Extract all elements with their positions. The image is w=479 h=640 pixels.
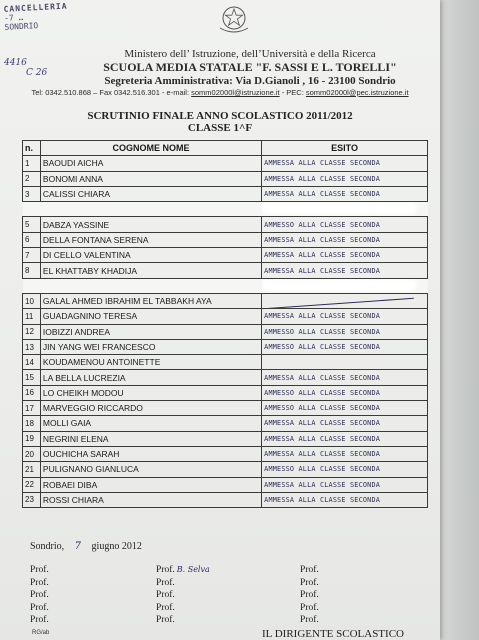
prof-line: Prof.	[300, 615, 319, 625]
row-number: 11	[23, 309, 41, 324]
student-esito: AMMESSA ALLA CLASSE SECONDA	[262, 263, 428, 278]
handwritten-protocol-b: C 26	[26, 68, 48, 78]
student-esito: AMMESSO ALLA CLASSE SECONDA	[262, 324, 428, 339]
row-number: 7	[23, 248, 41, 263]
title-class: CLASSE 1^F	[187, 122, 253, 134]
email-link[interactable]: somm02000l@istruzione.it	[191, 88, 280, 97]
row-number	[23, 278, 41, 293]
prof-line: Prof.	[300, 565, 319, 575]
prof-line: Prof.	[156, 577, 175, 588]
student-name: ROSSI CHIARA	[40, 492, 261, 507]
student-name: DELLA FONTANA SERENA	[40, 232, 261, 247]
day-handwritten: 7	[74, 541, 82, 552]
row-number: 1	[23, 156, 41, 171]
table-row	[23, 217, 428, 232]
student-name: GALAL AHMED IBRAHIM EL TABBAKH AYA	[40, 293, 261, 308]
student-name: GUADAGNINO TERESA	[40, 309, 261, 324]
student-esito	[262, 293, 428, 308]
table-row	[23, 186, 428, 201]
place: Sondrio,	[30, 541, 65, 552]
reception-stamp	[3, 0, 114, 32]
row-number: 17	[23, 401, 41, 416]
table-row	[23, 462, 428, 477]
contacts-pec-label: - PEC:	[279, 88, 306, 97]
row-number: 8	[23, 263, 41, 278]
student-name	[40, 202, 261, 217]
student-esito: AMMESSA ALLA CLASSE SECONDA	[262, 171, 428, 186]
stamp-line-3: SONDRIO	[4, 21, 39, 32]
republic-emblem-icon	[214, 2, 254, 36]
row-number: 23	[23, 492, 41, 507]
table-row	[23, 477, 428, 492]
row-number: 16	[23, 385, 41, 400]
stamp-line-1: CANCELLERIA	[3, 1, 68, 14]
teachers-column-3	[300, 564, 321, 627]
student-name: MARVEGGIO RICCARDO	[40, 401, 261, 416]
teachers-column-1	[30, 564, 51, 627]
student-esito: AMMESSO ALLA CLASSE SECONDA	[262, 462, 428, 477]
student-name: MOLLI GAIA	[40, 416, 261, 431]
row-number: 6	[23, 232, 41, 247]
student-name: OUCHICHA SARAH	[40, 446, 261, 461]
table-row-redacted	[23, 202, 428, 217]
office-address: Segreteria Amministrativa: Via D.Gianoli , 16 - 23100 Sondrio	[104, 75, 396, 87]
prof-line: Prof.	[156, 602, 175, 613]
student-esito: AMMESSO ALLA CLASSE SECONDA	[262, 385, 428, 400]
student-name: BAOUDI AICHA	[40, 156, 261, 171]
student-esito: AMMESSA ALLA CLASSE SECONDA	[262, 309, 428, 324]
prof-line: Prof. B. Selva	[156, 565, 210, 575]
student-esito	[262, 278, 428, 293]
row-number: 18	[23, 416, 41, 431]
student-esito: AMMESSA ALLA CLASSE SECONDA	[262, 156, 428, 171]
contacts-line	[0, 88, 440, 97]
table-row	[23, 370, 428, 385]
student-name: LA BELLA LUCREZIA	[40, 370, 261, 385]
teachers-column-2	[156, 564, 210, 627]
row-number: 3	[23, 186, 41, 201]
prof-line: Prof.	[300, 590, 319, 600]
table-row	[23, 232, 428, 247]
row-number: 10	[23, 293, 41, 308]
table-row	[23, 339, 428, 354]
signature: B. Selva	[176, 565, 210, 574]
student-name: BONOMI ANNA	[40, 171, 261, 186]
student-esito	[262, 202, 428, 217]
table-row	[23, 431, 428, 446]
prof-line: Prof.	[156, 590, 175, 600]
row-number: 19	[23, 431, 41, 446]
row-number: 12	[23, 324, 41, 339]
student-name: ROBAEI DIBA	[40, 477, 261, 492]
student-name: KOUDAMENOU ANTOINETTE	[40, 355, 261, 370]
strike-line	[264, 297, 414, 308]
row-number: 20	[23, 446, 41, 461]
month-year: giugno 2012	[91, 541, 142, 552]
table-row	[23, 171, 428, 186]
row-number: 21	[23, 462, 41, 477]
student-name	[40, 278, 261, 293]
student-esito: AMMESSO ALLA CLASSE SECONDA	[262, 339, 428, 354]
prof-line: Prof.	[30, 602, 49, 613]
student-esito	[262, 355, 428, 370]
ministry-name: Ministero dell’ Istruzione, dell’Università e della Ricerca	[124, 48, 376, 60]
student-esito: AMMESSA ALLA CLASSE SECONDA	[262, 431, 428, 446]
table-row	[23, 263, 428, 278]
school-name: SCUOLA MEDIA STATALE "F. SASSI E L. TORELLI"	[103, 60, 397, 74]
prof-line: Prof.	[300, 577, 319, 588]
student-name: EL KHATTABY KHADIJA	[40, 263, 261, 278]
letterhead	[0, 48, 440, 97]
pec-link[interactable]: somm02000l@pec.istruzione.it	[305, 88, 409, 97]
student-esito: AMMESSA ALLA CLASSE SECONDA	[262, 477, 428, 492]
document-initials: RG/ab	[32, 630, 50, 636]
student-esito: AMMESSA ALLA CLASSE SECONDA	[262, 370, 428, 385]
table-row	[23, 385, 428, 400]
table-row	[23, 492, 428, 507]
prof-line: Prof.	[156, 615, 175, 625]
student-name: CALISSI CHIARA	[40, 186, 261, 201]
student-esito: AMMESSA ALLA CLASSE SECONDA	[262, 416, 428, 431]
table-row	[23, 355, 428, 370]
table-row	[23, 446, 428, 461]
student-esito: AMMESSA ALLA CLASSE SECONDA	[262, 232, 428, 247]
redaction-mark	[264, 282, 414, 288]
prof-line: Prof.	[300, 602, 319, 613]
table-row-redacted	[23, 278, 428, 293]
row-number: 2	[23, 171, 41, 186]
row-number: 15	[23, 370, 41, 385]
document-title	[0, 110, 440, 134]
row-number: 5	[23, 217, 41, 232]
row-number: 14	[23, 355, 41, 370]
student-esito: AMMESSA ALLA CLASSE SECONDA	[262, 186, 428, 201]
title-scrutinio: SCRUTINIO FINALE ANNO SCOLASTICO 2011/2012	[87, 110, 353, 122]
student-esito: AMMESSA ALLA CLASSE SECONDA	[262, 248, 428, 263]
table-row	[23, 324, 428, 339]
student-esito: AMMESSA ALLA CLASSE SECONDA	[262, 446, 428, 461]
contacts-phone-fax: Tel: 0342.510.868 – Fax 0342.516.301 - e-mail:	[31, 88, 192, 97]
date-line	[30, 541, 142, 552]
row-number: 13	[23, 339, 41, 354]
principal-signature-label: IL DIRIGENTE SCOLASTICO	[262, 628, 404, 640]
table-row	[23, 248, 428, 263]
header-number: n.	[23, 141, 41, 156]
results-table	[22, 140, 428, 508]
table-row	[23, 416, 428, 431]
prof-line: Prof.	[30, 577, 49, 588]
table-row	[23, 401, 428, 416]
row-number	[23, 202, 41, 217]
header-esito: ESITO	[262, 141, 428, 156]
table-header-row	[23, 141, 428, 156]
prof-line: Prof.	[30, 565, 49, 575]
prof-line: Prof.	[30, 590, 49, 600]
header-name: COGNOME NOME	[40, 141, 261, 156]
student-name: NEGRINI ELENA	[40, 431, 261, 446]
table-row	[23, 309, 428, 324]
table-row	[23, 293, 428, 308]
student-name: DABZA YASSINE	[40, 217, 261, 232]
student-name: JIN YANG WEI FRANCESCO	[40, 339, 261, 354]
student-esito: AMMESSO ALLA CLASSE SECONDA	[262, 401, 428, 416]
student-name: LO CHEIKH MODOU	[40, 385, 261, 400]
student-esito: AMMESSO ALLA CLASSE SECONDA	[262, 217, 428, 232]
row-number: 22	[23, 477, 41, 492]
student-name: DI CELLO VALENTINA	[40, 248, 261, 263]
table-row	[23, 156, 428, 171]
handwritten-protocol-a: 4416	[4, 58, 27, 68]
student-name: PULIGNANO GIANLUCA	[40, 462, 261, 477]
redaction-mark	[264, 205, 414, 211]
prof-line: Prof.	[30, 615, 49, 625]
student-esito: AMMESSA ALLA CLASSE SECONDA	[262, 492, 428, 507]
student-name: IOBIZZI ANDREA	[40, 324, 261, 339]
stamp-line-2: -7 …	[3, 12, 24, 23]
